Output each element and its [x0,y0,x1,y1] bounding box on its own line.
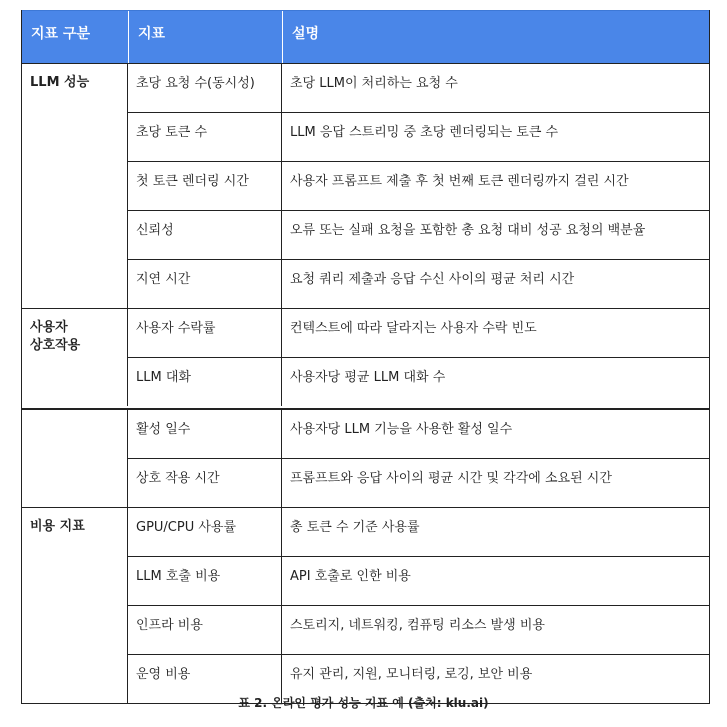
metric-cell: 상호 작용 시간 [128,459,282,507]
table-row [128,161,709,210]
category-cell [22,410,128,507]
category-cell: LLM 성능 [22,64,128,308]
table-row [128,508,709,556]
description-cell: 프롬프트와 응답 사이의 평균 시간 및 각각에 소요된 시간 [290,471,612,486]
metric-cell: LLM 대화 [128,358,282,406]
metric-cell: LLM 호출 비용 [128,557,282,605]
table-caption: 표 2. 온라인 평가 성능 지표 예 (출처: klu.ai) [238,696,489,710]
group-llm-performance [22,63,709,308]
group-cost-metrics [22,507,709,703]
description-cell: 오류 또는 실패 요청을 포함한 총 요청 대비 성공 요청의 백분율 [290,223,646,238]
description-cell: 총 토큰 수 기준 사용률 [290,520,420,535]
metric-cell: 운영 비용 [128,655,282,703]
table-row [128,556,709,605]
metric-cell: 첫 토큰 렌더링 시간 [128,162,282,210]
header-description: 설명 [282,11,709,63]
table-row [128,309,709,357]
header-category: 지표 구분 [31,26,90,42]
table-row [128,605,709,654]
group-user-interaction-continued [22,408,709,507]
description-cell: 초당 LLM이 처리하는 요청 수 [290,76,458,91]
table-row [128,112,709,161]
description-cell: LLM 응답 스트리밍 중 초당 렌더링되는 토큰 수 [290,125,559,140]
metric-cell: 인프라 비용 [128,606,282,654]
description-cell: 스토리지, 네트워킹, 컴퓨팅 리소스 발생 비용 [290,618,545,633]
table-row [128,259,709,308]
table-header [22,10,709,63]
header-metric: 지표 [128,11,282,63]
metric-cell: GPU/CPU 사용률 [128,508,282,556]
table-row [128,410,709,458]
metrics-table [21,10,710,704]
description-cell: 컨텍스트에 따라 달라지는 사용자 수락 빈도 [290,321,537,336]
description-cell: 유지 관리, 지원, 모니터링, 로깅, 보안 비용 [290,667,533,682]
description-cell: API 호출로 인한 비용 [290,569,411,584]
table-row [128,210,709,259]
description-cell: 사용자당 LLM 기능을 사용한 활성 일수 [290,422,513,437]
table-row [128,64,709,112]
category-cell: 비용 지표 [22,508,128,703]
metric-cell: 활성 일수 [128,410,282,458]
description-cell: 사용자당 평균 LLM 대화 수 [290,370,446,385]
category-line: 사용자 상호작용 [30,320,81,353]
table-row [128,458,709,507]
metric-cell: 지연 시간 [128,260,282,308]
table-row [128,357,709,406]
metric-cell: 초당 요청 수(동시성) [128,64,282,112]
group-user-interaction [22,308,709,406]
description-cell: 사용자 프롬프트 제출 후 첫 번째 토큰 렌더링까지 걸린 시간 [290,174,629,189]
metric-cell: 신뢰성 [128,211,282,259]
category-cell [22,309,128,406]
metric-cell: 초당 토큰 수 [128,113,282,161]
metric-cell: 사용자 수락률 [128,309,282,357]
description-cell: 요청 쿼리 제출과 응답 수신 사이의 평균 처리 시간 [290,272,575,287]
